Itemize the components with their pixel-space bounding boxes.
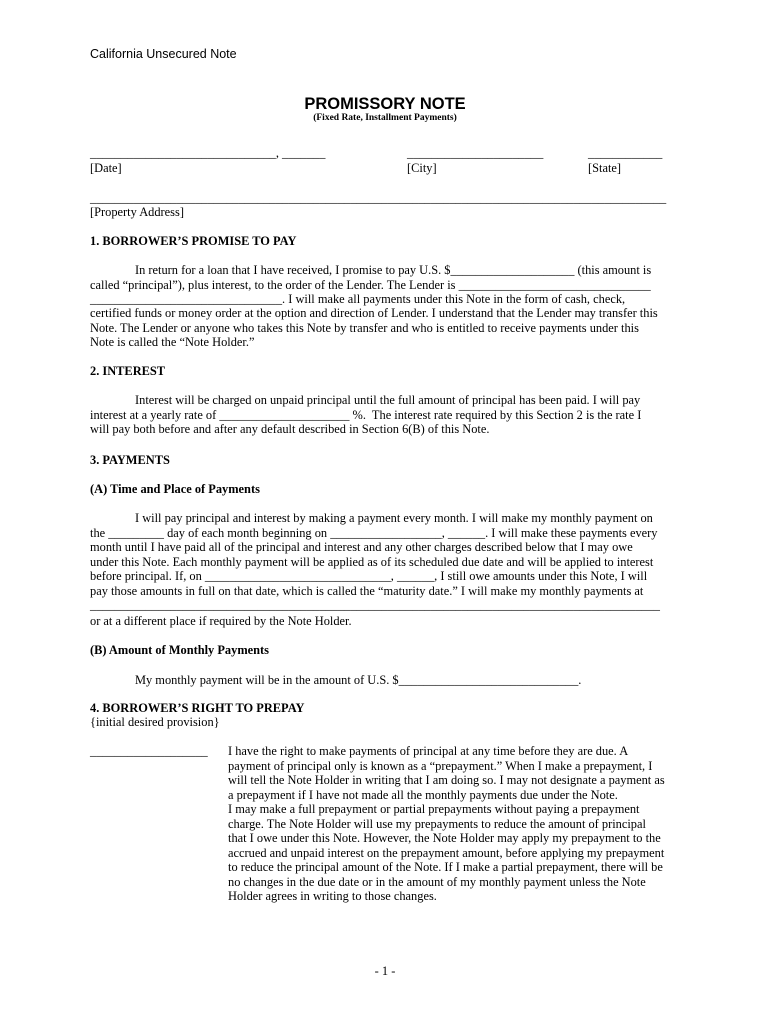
section-1-line: In return for a loan that I have received, I promise to pay U.S. $____________________ (this amount is	[135, 263, 652, 277]
section-3a-line: or at a different place if required by the Note Holder.	[90, 614, 352, 628]
section-1-heading: 1. BORROWER’S PROMISE TO PAY	[90, 234, 297, 248]
section-4-line: payment of principal only is known as a “prepayment.” When I make a prepayment, I	[228, 759, 653, 773]
address-blank-line: _____________________________________________________________________________________________	[90, 191, 667, 205]
section-3a-line: month until I have paid all of the principal and interest and any other charges described below that I may owe	[90, 540, 633, 554]
property-address-label: [Property Address]	[90, 205, 184, 219]
page-number: - 1 -	[374, 964, 396, 978]
section-4-line: to reduce the principal amount of the Note. If I make a partial prepayment, there will be	[228, 860, 663, 874]
section-3a-line: under this Note. Each monthly payment will be applied as of its scheduled due date and will be applied to interest	[90, 555, 654, 569]
section-1-line: Note. The Lender or anyone who takes this Note by transfer and who is entitled to receive payments under this	[90, 321, 639, 335]
state-blank-line: ____________	[588, 146, 663, 160]
city-label: [City]	[407, 161, 437, 175]
section-3a-line: I will pay principal and interest by making a payment every month. I will make my monthly payment on	[135, 511, 653, 525]
section-2-line: Interest will be charged on unpaid principal until the full amount of principal has been paid. I will pay	[135, 393, 641, 407]
document-header-label: California Unsecured Note	[90, 47, 237, 61]
section-1-line: called “principal”), plus interest, to the order of the Lender. The Lender is _______________________________	[90, 278, 651, 292]
section-4-line: that I owe under this Note. However, the Note Holder may apply my prepayment to the	[228, 831, 661, 845]
state-label: [State]	[588, 161, 622, 175]
section-2-line: interest at a yearly rate of _____________________ %. The interest rate required by this Section 2 is the rate I	[90, 408, 642, 422]
section-4-line: will tell the Note Holder in writing that I am doing so. I may not designate a payment as	[228, 773, 665, 787]
section-4-line: charge. The Note Holder will use my prepayments to reduce the amount of principal	[228, 817, 646, 831]
section-4-heading: 4. BORROWER’S RIGHT TO PREPAY	[90, 701, 305, 715]
section-3a-heading: (A) Time and Place of Payments	[90, 482, 260, 496]
section-1-line: Note is called the “Note Holder.”	[90, 335, 255, 349]
section-4-line: I have the right to make payments of principal at any time before they are due. A	[228, 744, 629, 758]
section-3a-line: pay those amounts in full on that date, which is called the “maturity date.” I will make my monthly payments at	[90, 584, 644, 598]
section-2-line: will pay both before and after any default described in Section 6(B) of this Note.	[90, 422, 490, 436]
section-4-line: a prepayment if I have not made all the monthly payments due under the Note.	[228, 788, 618, 802]
city-blank-line: ______________________	[407, 146, 544, 160]
section-3b-line: My monthly payment will be in the amount of U.S. $_____________________________.	[135, 673, 582, 687]
section-4-line: I may make a full prepayment or partial prepayments without paying a prepayment	[228, 802, 640, 816]
section-4-line: accrued and unpaid interest on the prepayment amount, before applying my prepayment	[228, 846, 665, 860]
section-3-heading: 3. PAYMENTS	[90, 453, 170, 467]
document-subtitle: (Fixed Rate, Installment Payments)	[313, 113, 457, 123]
section-4-note: {initial desired provision}	[90, 715, 220, 729]
section-3a-line: before principal. If, on ______________________________, ______, I still owe amounts under this Note, I will	[90, 569, 648, 583]
section-2-heading: 2. INTEREST	[90, 364, 166, 378]
date-blank-line: ______________________________, _______	[90, 146, 326, 160]
payment-place-blank-line: ____________________________________________________________________________________________	[90, 598, 660, 612]
document-title: PROMISSORY NOTE	[304, 95, 466, 113]
section-3a-line: the _________ day of each month beginning on __________________, ______. I will make these payments every	[90, 526, 658, 540]
section-1-line: certified funds or money order at the option and direction of Lender. I understand that the Lender may transfer this	[90, 306, 658, 320]
date-label: [Date]	[90, 161, 122, 175]
section-3b-heading: (B) Amount of Monthly Payments	[90, 643, 269, 657]
section-1-line: _______________________________. I will make all payments under this Note in the form of cash, check,	[90, 292, 626, 306]
initial-blank-line: ___________________	[90, 744, 208, 758]
section-4-line: no changes in the due date or in the amount of my monthly payment unless the Note	[228, 875, 646, 889]
section-4-line: Holder agrees in writing to those changes.	[228, 889, 437, 903]
